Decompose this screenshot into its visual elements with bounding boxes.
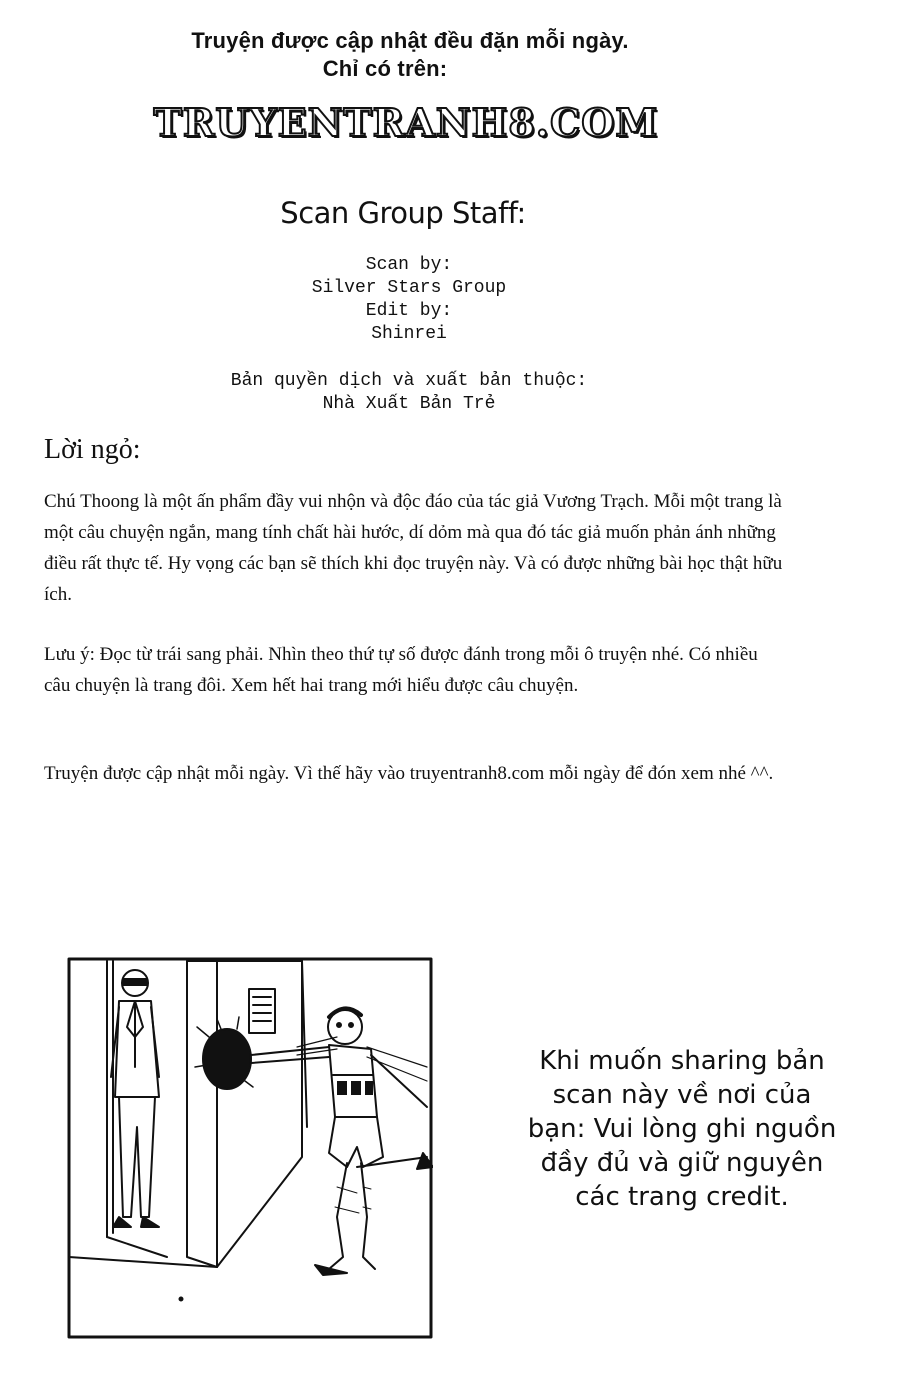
intro-paragraph-2: Lưu ý: Đọc từ trái sang phải. Nhìn theo thứ tự số được đánh trong mỗi ô truyện nhé. Có nhiều câu chuyện là trang đôi. Xem hết hai trang mới hiểu được câu chuyện. <box>44 644 758 696</box>
copyright-credits <box>0 370 818 416</box>
edit-value: Shinrei <box>371 324 447 344</box>
intro-paragraph-1: Chú Thoong là một ấn phẩm đầy vui nhộn và độc đáo của tác giả Vương Trạch. Mỗi một trang là một câu chuyện ngắn, mang tính chất hài hước, dí dỏm mà qua đó tác giả muốn phản ánh những điều rất thực tế. Hy vọng các bạn sẽ thích khi đọc truyện này. Và có được những bài học thật hữu ích. <box>44 491 783 605</box>
site-logo: TRUYENTRANH8.COM <box>153 100 659 145</box>
edit-label: Edit by: <box>365 301 453 321</box>
header-line-2: Chỉ có trên: <box>322 56 448 81</box>
staff-title: Scan Group Staff: <box>280 196 526 230</box>
staff-credits <box>0 254 818 346</box>
copyright-line-1: Bản quyền dịch và xuất bản thuộc: <box>230 371 588 391</box>
sharing-note: Khi muốn sharing bản scan này về nơi của bạn: Vui lòng ghi nguồn đầy đủ và giữ nguyên các trang credit. <box>527 1046 837 1212</box>
copyright-line-2: Nhà Xuất Bản Trẻ <box>322 394 496 414</box>
comic-illustration <box>67 957 433 1339</box>
scan-label: Scan by: <box>365 255 453 275</box>
scan-value: Silver Stars Group <box>311 278 507 298</box>
header-line-1: Truyện được cập nhật đều đặn mỗi ngày. <box>191 28 629 53</box>
intro-title: Lời ngỏ: <box>44 434 141 465</box>
intro-paragraph-3: Truyện được cập nhật mỗi ngày. Vì thế hãy vào truyentranh8.com mỗi ngày để đón xem nhé ^^. <box>44 763 774 784</box>
